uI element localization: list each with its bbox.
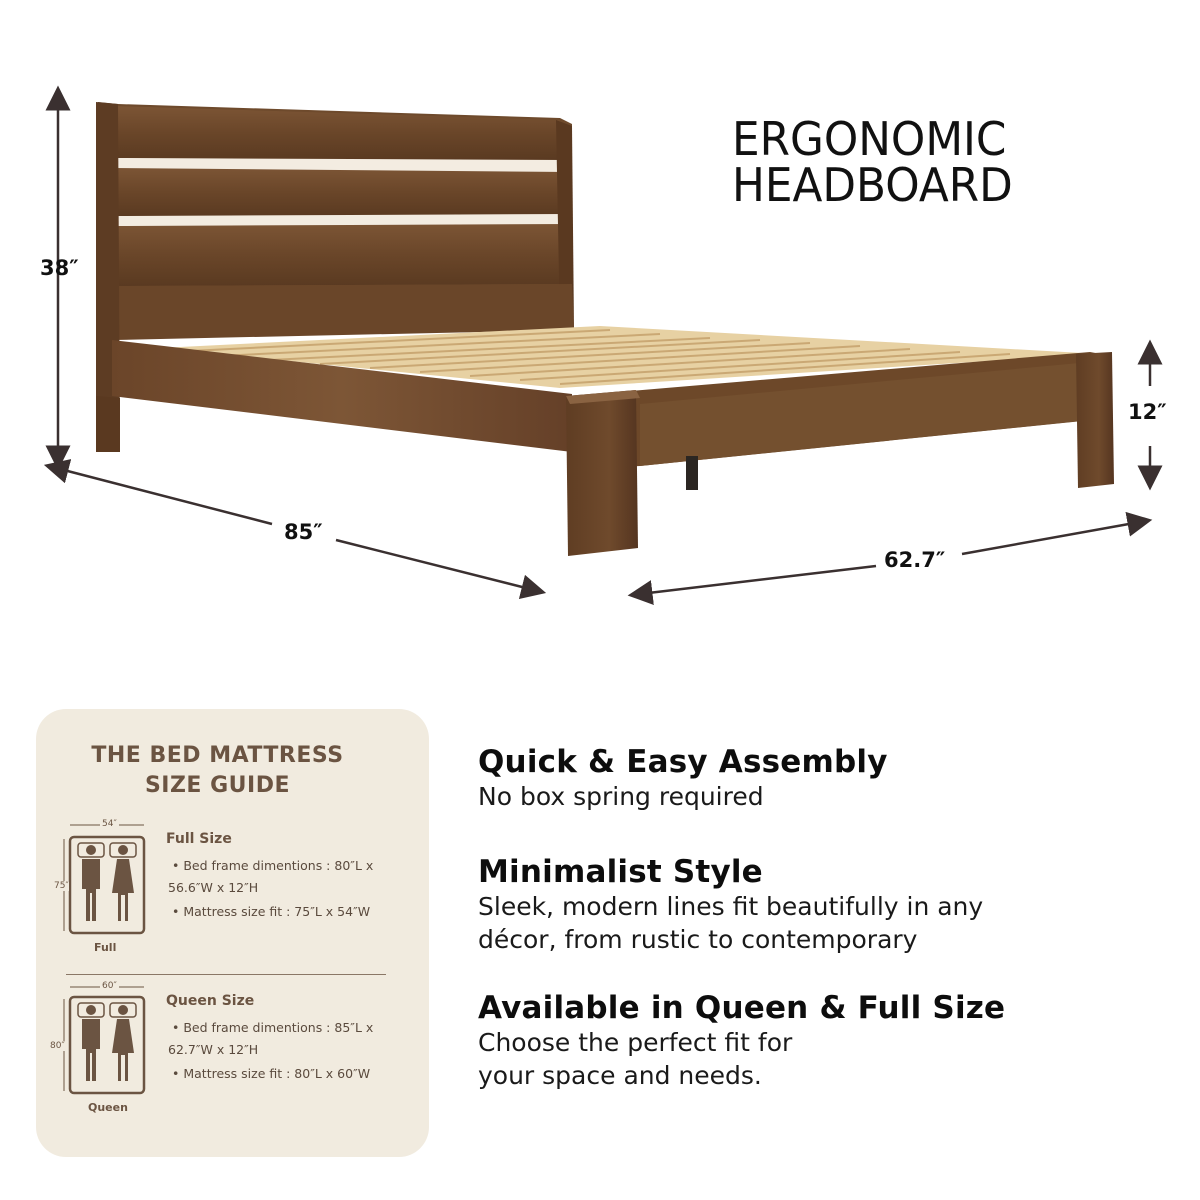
frame-height-dimension-label: 12″ [1128,400,1167,424]
feature-style-desc-line-1: Sleek, modern lines fit beautifully in any [478,892,984,921]
length-arrow-right [336,540,534,590]
headline-line-2: HEADBOARD [732,158,1013,212]
feature-assembly-desc: No box spring required [478,782,764,811]
size-block-full [36,817,429,977]
queen-bullet-3: • Mattress size fit : 80″L x 60″W [172,1066,371,1081]
front-corner-leg [566,390,638,556]
full-icon-label: Full [94,941,117,954]
queen-size-name: Queen Size [166,993,255,1009]
full-bullet-1: • Bed frame dimentions : 80″L x [172,858,374,873]
queen-bullet-1: • Bed frame dimentions : 85″L x [172,1020,374,1035]
height-dimension-label: 38″ [40,256,79,280]
size-guide-card [36,709,429,1157]
size-guide-title-line-1: THE BED MATTRESS [91,743,344,768]
size-block-queen [36,979,429,1139]
full-bullet-2: 56.6″W x 12″H [168,880,259,895]
full-size-name: Full Size [166,831,232,847]
queen-bullet-2: 62.7″W x 12″H [168,1042,259,1057]
width-arrow-right [962,522,1140,554]
queen-length-label: 80″ [50,1041,65,1051]
feature-assembly [478,744,1168,813]
headline-line-1: ERGONOMIC [732,112,1007,166]
size-guide-title [36,741,399,801]
center-support-leg [686,456,698,490]
full-length-label: 75″ [54,881,69,891]
feature-sizes-title: Available in Queen & Full Size [478,990,1006,1026]
feature-style [478,854,1168,956]
feature-sizes-desc-line-2: your space and needs. [478,1061,762,1090]
feature-sizes [478,990,1168,1092]
queen-icon-label: Queen [88,1101,128,1114]
length-dimension-label: 85″ [284,520,323,544]
right-corner-leg [1076,352,1114,488]
full-width-label: 54″ [102,819,117,829]
headline [732,112,1131,212]
width-dimension-label: 62.7″ [884,548,946,572]
full-bullet-3: • Mattress size fit : 75″L x 54″W [172,904,371,919]
feature-assembly-title: Quick & Easy Assembly [478,744,888,780]
width-arrow-left [640,566,876,594]
feature-sizes-desc-line-1: Choose the perfect fit for [478,1028,793,1057]
length-arrow-left [56,468,272,524]
feature-style-title: Minimalist Style [478,854,763,890]
size-guide-divider [66,974,386,975]
queen-width-label: 60″ [102,981,117,991]
size-guide-title-line-2: SIZE GUIDE [144,773,291,798]
feature-style-desc-line-2: décor, from rustic to contemporary [478,925,918,954]
